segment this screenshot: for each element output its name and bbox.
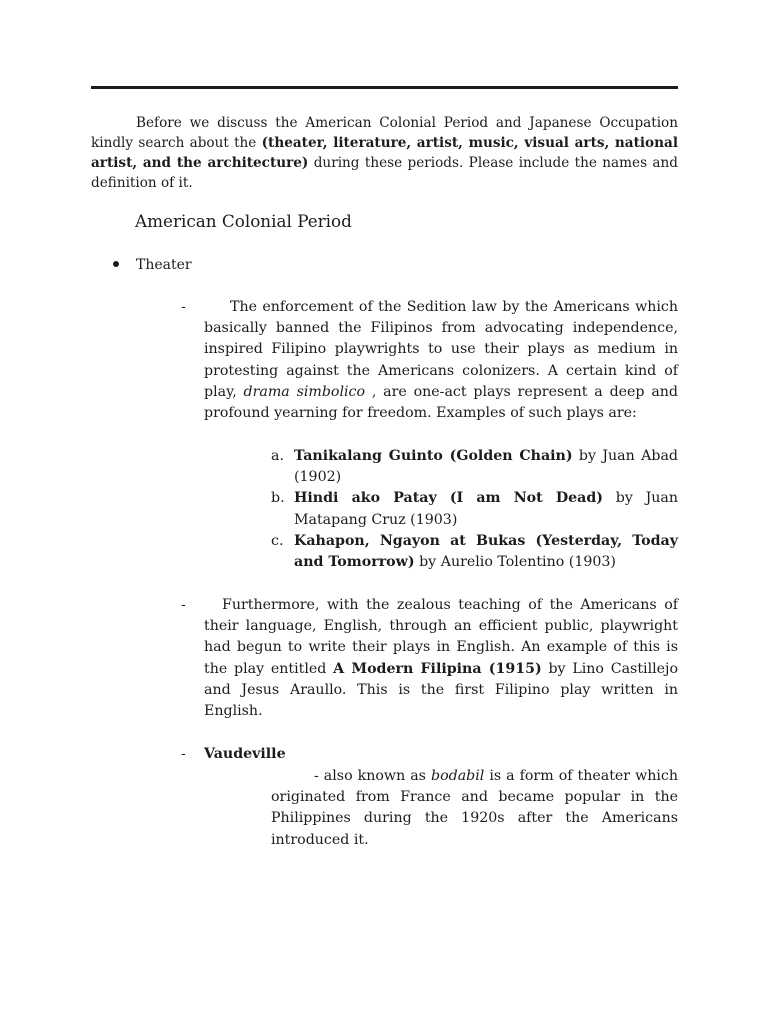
paragraph2-text-start: Furthermore, with the zealous teaching of the Americans of their language, English, through an efficient public, playwright had begun to write their plays in English. An example of this is the play entitled [204, 597, 678, 677]
intro-paragraph [91, 113, 678, 193]
bodabil-term: bodabil [430, 768, 485, 784]
bullet-label: Theater [136, 257, 192, 273]
dash-marker-2: - [181, 597, 186, 613]
vaudeville-paragraph [271, 766, 678, 851]
dash-marker-3: - [181, 746, 186, 762]
play-author: by Juan Matapang Cruz (1903) [294, 490, 678, 528]
play-title: Kahapon, Ngayon at Bukas (Yesterday, Today and Tomorrow) [294, 532, 678, 571]
list-item [271, 446, 678, 488]
intro-text-after: during these periods. Please include the names and definition of it. [91, 155, 678, 191]
plays-list [271, 446, 678, 573]
paragraph2-text-end: by Lino Castillejo and Jesus Araullo. This is the first Filipino play written in English. [204, 660, 678, 720]
theater-paragraph-1 [204, 297, 678, 424]
vaudeville-text-end: is a form of theater which originated from France and became popular in the Philippines during the 1920s after the Americans introduced it. [271, 768, 678, 848]
paragraph1-text-start: The enforcement of the Sedition law by the Americans which basically banned the Filipinos from advocating independence, inspired Filipino playwrights to use their plays as medium in protesting against the Americans colonizers. A certain kind of play, [204, 299, 678, 400]
vaudeville-text-start: - also known as [314, 768, 431, 784]
dash-marker-1: - [181, 299, 186, 315]
intro-bold-topics: (theater, literature, artist, music, visual arts, national artist, and the architecture) [91, 135, 678, 171]
drama-simbolico-term: drama simbolico [243, 383, 366, 400]
bullet-dot-icon [113, 261, 119, 267]
list-item [271, 488, 678, 530]
paragraph1-text-end: , are one-act plays represent a deep and profound yearning for freedom. Examples of such plays are: [204, 383, 679, 422]
section-heading: American Colonial Period [135, 211, 352, 231]
list-marker: c. [271, 532, 284, 549]
play-author: by Juan Abad (1902) [294, 448, 678, 486]
play-title: Hindi ako Patay (I am Not Dead) [294, 490, 604, 507]
header-rule [91, 86, 678, 89]
theater-paragraph-2 [204, 595, 678, 722]
vaudeville-label: Vaudeville [204, 746, 286, 762]
play-author: by Aurelio Tolentino (1903) [414, 554, 616, 571]
list-marker: a. [271, 448, 284, 464]
modern-filipina-title: A Modern Filipina (1915) [333, 660, 542, 677]
intro-text-before: Before we discuss the American Colonial Period and Japanese Occupation kindly search about the [91, 115, 678, 151]
play-title: Tanikalang Guinto (Golden Chain) [294, 448, 573, 464]
list-marker: b. [271, 490, 285, 507]
list-item [271, 531, 678, 573]
